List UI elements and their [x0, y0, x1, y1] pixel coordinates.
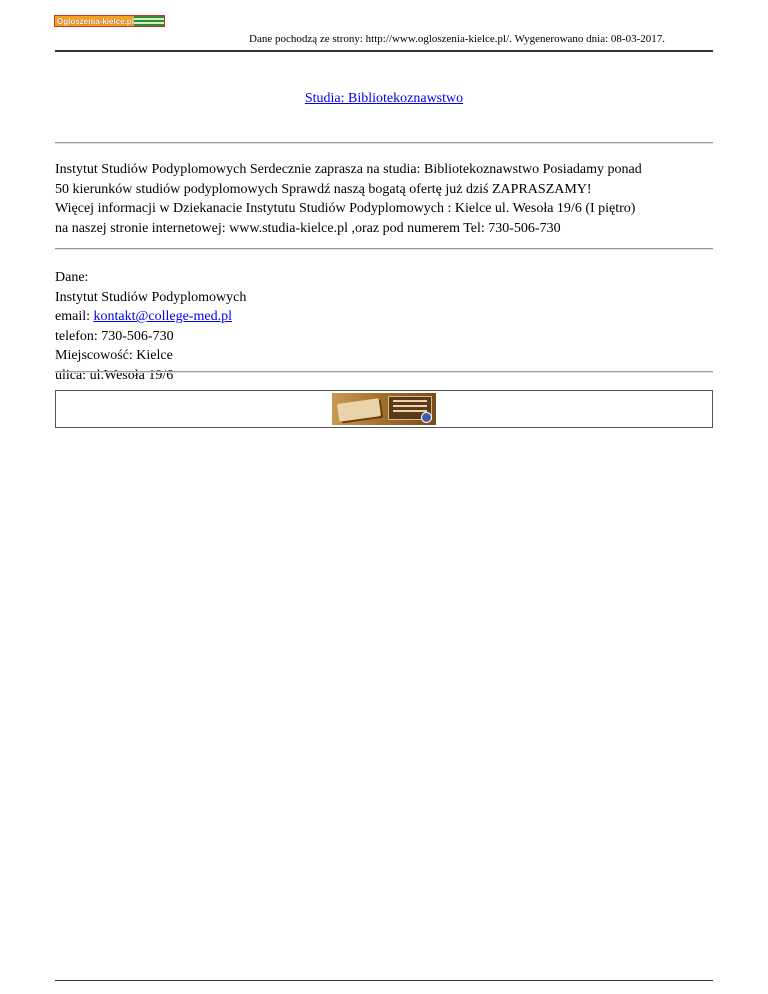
description-line: Więcej informacji w Dziekanacie Instytutu Studiów Podyplomowych : Kielce ul. Wesoła 19/6 (I piętro) — [55, 201, 636, 216]
details-phone: telefon: 730-506-730 — [55, 328, 174, 344]
source-line: Dane pochodzą ze strony: http://www.ogloszenia-kielce.pl/. Wygenerowano dnia: 08-03-2017. — [249, 33, 665, 45]
listing-description — [55, 160, 715, 238]
site-logo-badge — [134, 16, 164, 26]
site-logo-text: Ogloszenia-kielce.pl — [57, 16, 134, 26]
listing-image-frame — [55, 390, 713, 428]
email-label: email: — [55, 309, 94, 325]
listing-title-link[interactable]: Studia: Bibliotekoznawstwo — [304, 91, 464, 106]
email-link[interactable]: kontakt@college-med.pl — [93, 309, 232, 325]
divider-middle — [55, 248, 713, 250]
contact-details — [55, 268, 246, 386]
listing-thumbnail-image[interactable] — [332, 393, 436, 425]
footer-divider — [55, 980, 713, 981]
header-divider — [55, 50, 713, 52]
details-street: ulica: ul.Wesoła 19/6 — [55, 367, 174, 383]
divider-top — [55, 142, 713, 144]
details-city: Miejscowość: Kielce — [55, 348, 173, 364]
divider-bottom — [55, 371, 713, 373]
description-line: 50 kierunków studiów podyplomowych Sprawdź naszą bogatą ofertę już dziś ZAPRASZAMY! — [55, 181, 592, 197]
book-picture — [337, 398, 381, 422]
seal-icon — [421, 412, 432, 423]
details-heading: Dane: — [55, 270, 89, 285]
description-line: na naszej stronie internetowej: www.studia-kielce.pl ,oraz pod numerem Tel: 730-506-730 — [55, 220, 561, 236]
description-line: Instytut Studiów Podyplomowych Serdecznie zaprasza na studia: Bibliotekoznawstwo Posiadamy ponad — [55, 162, 642, 177]
details-email-row — [55, 307, 246, 327]
details-company: Instytut Studiów Podyplomowych — [55, 289, 247, 305]
site-logo — [54, 15, 165, 27]
